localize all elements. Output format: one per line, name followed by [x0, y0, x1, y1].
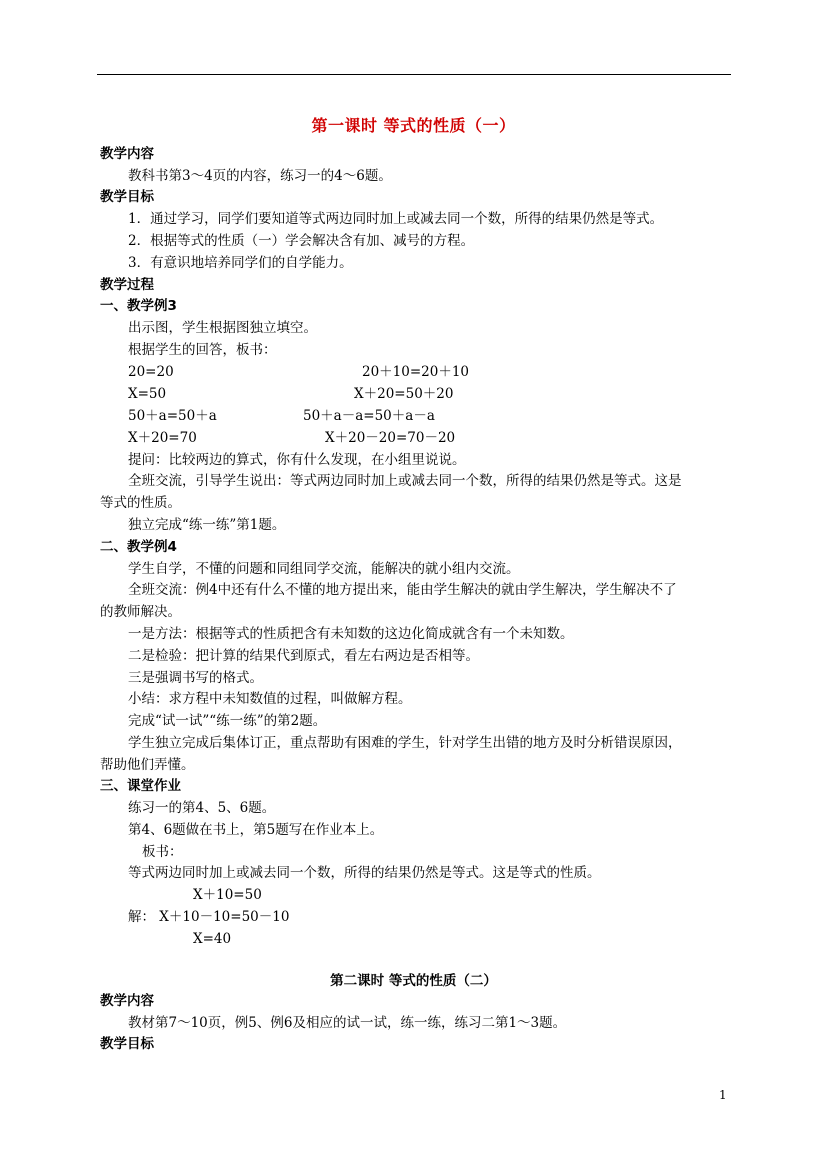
ex4-line: 三是强调书写的格式。 [128, 670, 263, 686]
ex4-line: 学生独立完成后集体订正，重点帮助有困难的学生，针对学生出错的地方及时分析错误原因， [128, 735, 682, 751]
hw-equation: 解： X＋10－10=50－10 [128, 909, 290, 925]
ex4-line: 全班交流：例4中还有什么不懂的地方提出来，能由学生解决的就由学生解决，学生解决不了 [128, 582, 677, 598]
goal-item: 2．根据等式的性质（一）学会解决含有加、减号的方程。 [128, 233, 475, 249]
ex4-line: 小结：求方程中未知数值的过程，叫做解方程。 [128, 691, 412, 707]
ex4-line: 二是检验：把计算的结果代到原式，看左右两边是否相等。 [128, 648, 479, 664]
ex4-line: 一是方法：根据等式的性质把含有未知数的这边化简成就含有一个未知数。 [128, 626, 574, 642]
heading-teaching-content: 教学内容 [100, 146, 154, 162]
lesson-title: 第一课时 等式的性质（一） [311, 116, 516, 135]
hw-equation: X=40 [193, 931, 232, 947]
board-equation: 20=20 [128, 364, 174, 380]
ex3-task: 独立完成“练一练”第1题。 [128, 517, 286, 533]
hw-line: 练习一的第4、5、6题。 [128, 800, 276, 816]
ex4-line: 完成“试一试”“练一练”的第2题。 [128, 713, 327, 729]
board-equation: X=50 [128, 386, 167, 402]
board-equation: 50＋a－a=50＋a－a [303, 408, 435, 424]
heading-example-3: 一、教学例3 [100, 298, 177, 314]
board-equation: 50＋a=50＋a [128, 408, 217, 424]
heading-teaching-process: 教学过程 [100, 277, 154, 293]
heading-teaching-content-2: 教学内容 [100, 993, 154, 1009]
board-equation: 20＋10=20＋10 [362, 364, 470, 380]
ex3-exchange-cont: 等式的性质。 [100, 495, 181, 511]
hw-equation: X＋10=50 [193, 887, 262, 903]
hw-board-label: 板书： [142, 844, 183, 860]
ex4-line: 学生自学，不懂的问题和同组同学交流，能解决的就小组内交流。 [128, 561, 520, 577]
ex3-line: 根据学生的回答，板书： [128, 342, 277, 358]
header-rule [97, 74, 731, 75]
hw-line: 等式两边同时加上或减去同一个数，所得的结果仍然是等式。这是等式的性质。 [128, 865, 601, 881]
teaching-content-text: 教科书第3～4页的内容，练习一的4～6题。 [128, 168, 392, 184]
page-number: 1 [719, 1088, 727, 1102]
hw-line: 第4、6题做在书上，第5题写在作业本上。 [128, 822, 384, 838]
teaching-content-text-2: 教材第7～10页，例5、例6及相应的试一试，练一练，练习二第1～3题。 [128, 1015, 567, 1031]
lesson-2-title: 第二课时 等式的性质（二） [330, 973, 497, 989]
heading-teaching-goals: 教学目标 [100, 189, 154, 205]
goal-item: 1．通过学习，同学们要知道等式两边同时加上或减去同一个数，所得的结果仍然是等式。 [128, 211, 664, 227]
board-equation: X＋20=70 [128, 430, 197, 446]
goal-item: 3．有意识地培养同学们的自学能力。 [128, 255, 353, 271]
heading-example-4: 二、教学例4 [100, 539, 177, 555]
board-equation: X＋20－20=70－20 [325, 430, 456, 446]
heading-teaching-goals-2: 教学目标 [100, 1036, 154, 1052]
ex4-line-cont: 帮助他们弄懂。 [100, 757, 195, 773]
ex3-exchange: 全班交流，引导学生说出：等式两边同时加上或减去同一个数，所得的结果仍然是等式。这是 [128, 473, 682, 489]
ex3-line: 出示图，学生根据图独立填空。 [128, 320, 317, 336]
ex3-question: 提问：比较两边的算式，你有什么发现，在小组里说说。 [128, 452, 466, 468]
board-equation: X＋20=50＋20 [354, 386, 454, 402]
heading-homework: 三、课堂作业 [100, 778, 181, 794]
ex4-line-cont: 的教师解决。 [100, 604, 181, 620]
